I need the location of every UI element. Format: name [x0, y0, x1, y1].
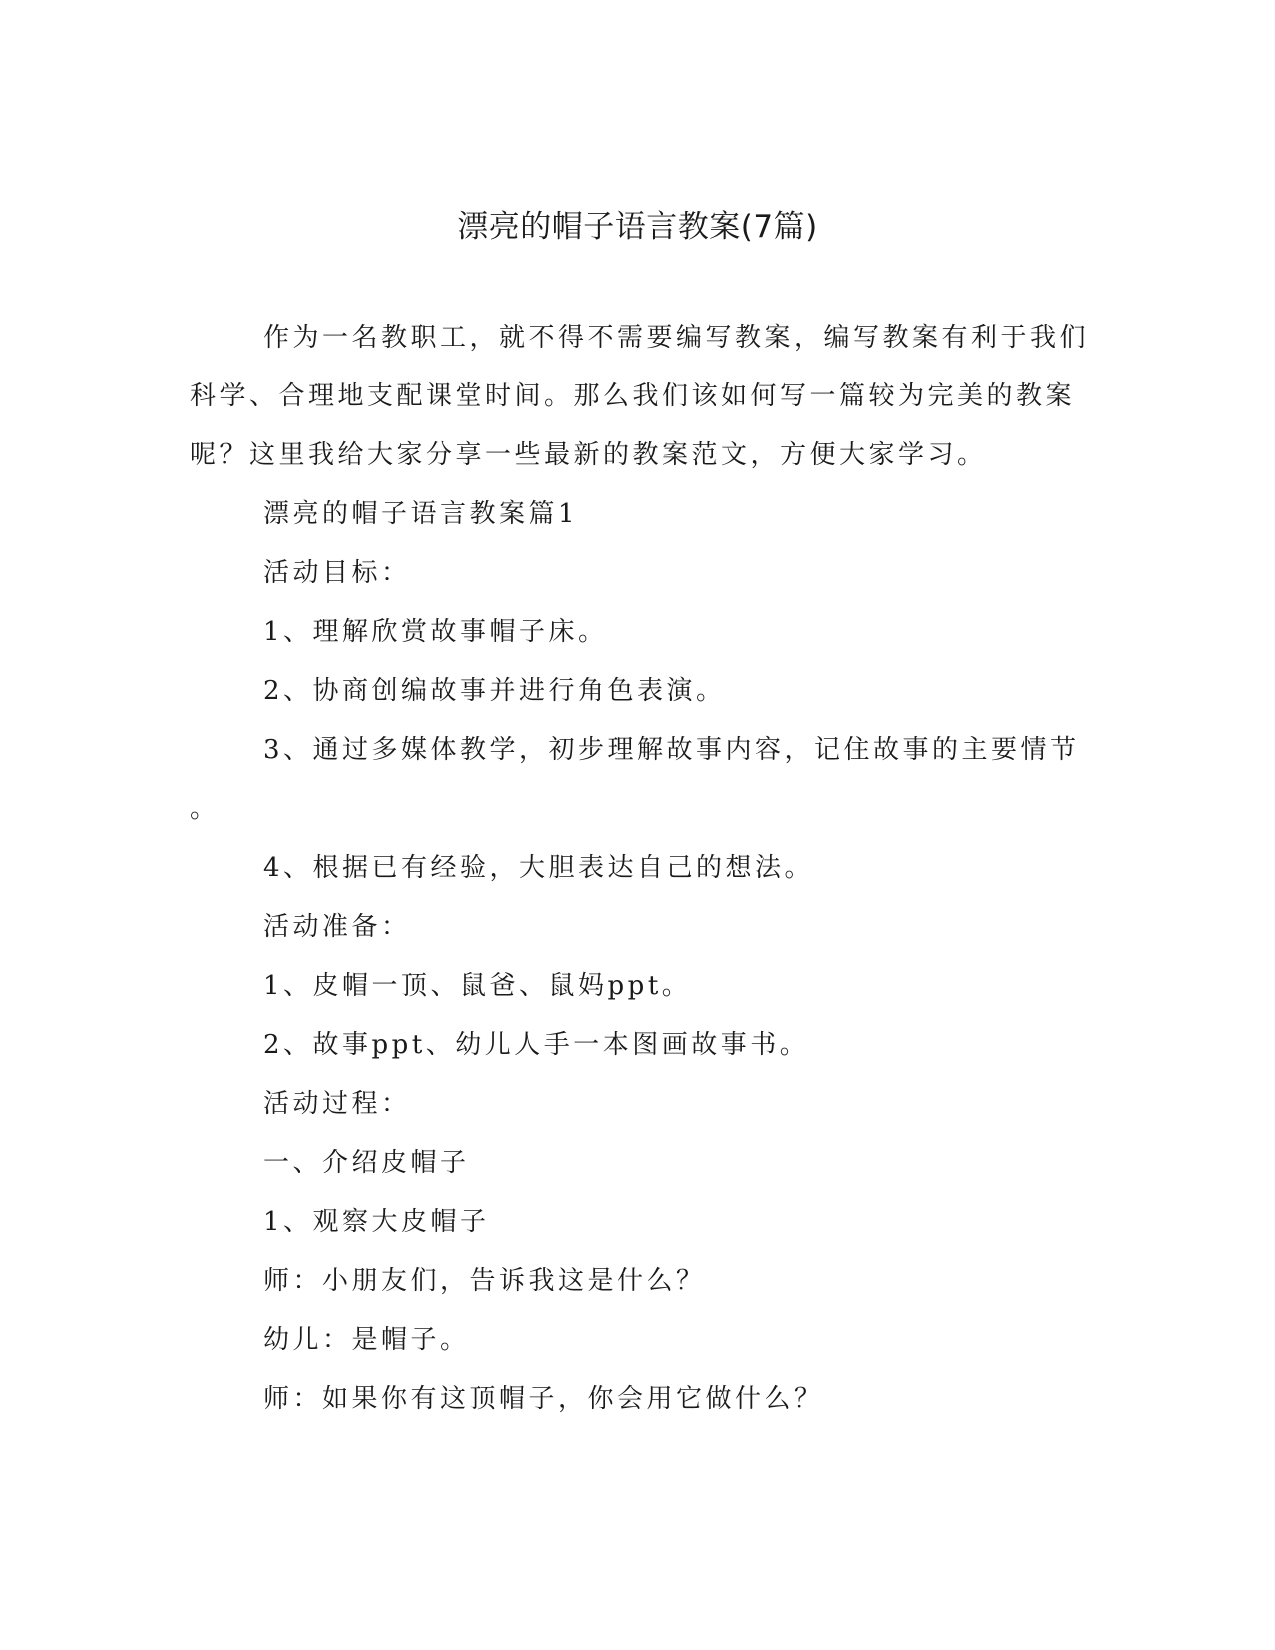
dialogue-line-3: 师：如果你有这顶帽子，你会用它做什么？ — [263, 1384, 824, 1414]
document-title: 漂亮的帽子语言教案(7篇) — [457, 209, 818, 245]
dialogue-line-1: 师：小朋友们，告诉我这是什么？ — [263, 1266, 706, 1296]
activity-prep-heading: 活动准备： — [263, 912, 411, 942]
process-substep-1: 1、观察大皮帽子 — [263, 1207, 490, 1237]
activity-process-heading: 活动过程： — [263, 1089, 411, 1119]
goal-item-3: 3、通过多媒体教学，初步理解故事内容，记住故事的主要情节 — [263, 735, 1080, 765]
intro-paragraph-line-3: 呢？这里我给大家分享一些最新的教案范文，方便大家学习。 — [190, 440, 987, 470]
activity-goals-heading: 活动目标： — [263, 558, 411, 588]
prep-item-1: 1、皮帽一顶、鼠爸、鼠妈ppt。 — [263, 971, 692, 1001]
dialogue-line-2: 幼儿：是帽子。 — [263, 1325, 470, 1355]
goal-item-1: 1、理解欣赏故事帽子床。 — [263, 617, 608, 647]
goal-item-3-continuation: 。 — [190, 794, 220, 824]
goal-item-2: 2、协商创编故事并进行角色表演。 — [263, 676, 726, 706]
intro-paragraph-line-2: 科学、合理地支配课堂时间。那么我们该如何写一篇较为完美的教案 — [190, 381, 1076, 411]
process-step-heading: 一、介绍皮帽子 — [263, 1148, 470, 1178]
prep-item-2: 2、故事ppt、幼儿人手一本图画故事书。 — [263, 1030, 810, 1060]
intro-paragraph-line-1: 作为一名教职工，就不得不需要编写教案，编写教案有利于我们 — [263, 323, 1090, 353]
goal-item-4: 4、根据已有经验，大胆表达自己的想法。 — [263, 853, 815, 883]
section-heading: 漂亮的帽子语言教案篇1 — [263, 499, 579, 529]
